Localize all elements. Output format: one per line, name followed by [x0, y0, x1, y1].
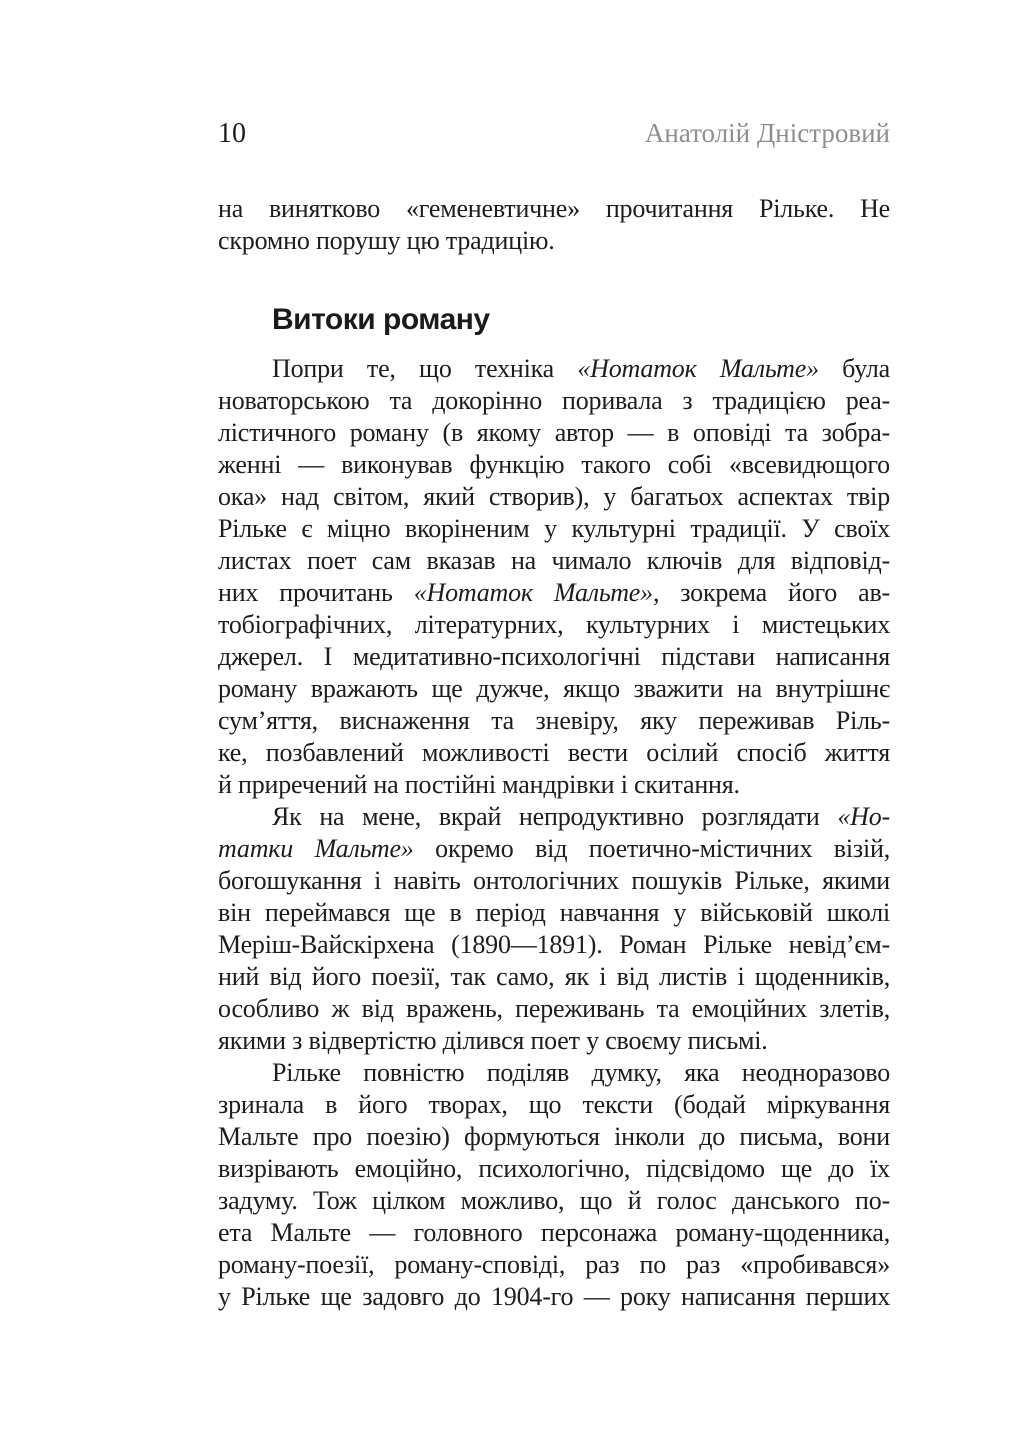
text-line — [218, 801, 890, 833]
text-segment: у Рільке ще задовго до 1904-го — року написання перших — [218, 1282, 890, 1311]
text-segment: він переймався ще в період навчання у військовій школі — [218, 898, 890, 927]
text-line — [218, 673, 890, 705]
text-segment: лістичного роману (в якому автор — в оповіді та зобра- — [218, 418, 890, 447]
text-segment: , зокрема його ав- — [652, 578, 890, 607]
text-line — [218, 929, 890, 961]
text-line — [218, 1025, 890, 1057]
text-segment: ний від його поезії, так само, як і від листів і щоденників, — [218, 962, 890, 991]
text-line — [218, 897, 890, 929]
text-segment: Попри те, що техніка — [272, 354, 578, 383]
text-line — [218, 225, 890, 257]
text-segment: особливо ж від вражень, переживань та емоційних злетів, — [218, 994, 890, 1023]
text-line — [218, 577, 890, 609]
text-line — [218, 833, 890, 865]
running-header-author: Анатолій Дністровий — [644, 118, 890, 148]
text-segment: зринала в його творах, що тексти (бодай міркування — [218, 1090, 890, 1119]
text-segment: Мальте про поезію) формуються інколи до письма, вони — [218, 1122, 890, 1151]
text-line — [218, 1281, 890, 1313]
text-segment: джерел. І медитативно-психологічні підстави написання — [218, 642, 890, 671]
text-line — [218, 353, 890, 385]
text-segment: Як на мене, вкрай непродуктивно розглядати — [272, 802, 838, 831]
italic-title-text: «Нотаток Мальте» — [413, 578, 653, 607]
text-line — [218, 705, 890, 737]
paragraph-origins-1 — [218, 353, 890, 801]
italic-title-text: «Нотаток Мальте» — [577, 354, 819, 383]
text-segment: женні — виконував функцію такого собі «всевидющого — [218, 450, 890, 479]
italic-title-text: татки Мальте» — [218, 834, 414, 863]
text-segment: тобіографічних, літературних, культурних і мистецьких — [218, 610, 890, 639]
text-segment: листах поет сам вказав на чимало ключів для відповід- — [218, 546, 890, 575]
text-line — [218, 545, 890, 577]
text-segment: визрівають емоційно, психологічно, підсвідомо ще до їх — [218, 1154, 890, 1183]
text-line — [218, 1217, 890, 1249]
text-segment: роману вражають ще дужче, якщо зважити на внутрішнє — [218, 674, 890, 703]
text-segment: роману-поезії, роману-сповіді, раз по раз «пробивався» — [218, 1250, 890, 1279]
text-segment: ока» над світом, який створив), у багатьох аспектах твір — [218, 482, 890, 511]
text-segment: Рільке повністю поділяв думку, яка неодноразово — [272, 1058, 890, 1087]
text-segment: ета Мальте — головного персонажа роману-щоденника, — [218, 1218, 890, 1247]
text-line — [218, 1249, 890, 1281]
text-segment: задуму. Тож цілком можливо, що й голос данського по- — [218, 1186, 890, 1215]
text-segment: Меріш-Вайскірхена (1890—1891). Роман Рільке невід’єм- — [218, 930, 890, 959]
text-line — [218, 641, 890, 673]
text-line — [218, 481, 890, 513]
text-line — [218, 737, 890, 769]
paragraph-origins-2 — [218, 801, 890, 1057]
text-segment: якими з відвертістю ділився поет у своєму письмі. — [218, 1026, 768, 1055]
text-column — [218, 193, 890, 1313]
text-line — [218, 193, 890, 225]
page-number: 10 — [218, 118, 246, 149]
text-line — [218, 417, 890, 449]
text-line — [218, 1153, 890, 1185]
intro-paragraph — [218, 193, 890, 257]
text-line — [218, 993, 890, 1025]
text-segment: скромно порушу цю традицію. — [218, 226, 555, 255]
text-line — [218, 449, 890, 481]
text-line — [218, 865, 890, 897]
text-segment: них прочитань — [218, 578, 414, 607]
text-line — [218, 513, 890, 545]
text-segment: сум’яття, виснаження та зневіру, яку переживав Ріль- — [218, 706, 890, 735]
text-line — [218, 961, 890, 993]
text-segment: на винятково «геменевтичне» прочитання Рільке. Не — [218, 194, 890, 223]
text-line — [218, 1185, 890, 1217]
text-line — [218, 1089, 890, 1121]
text-segment: ке, позбавлений можливості вести осілий спосіб життя — [218, 738, 890, 767]
paragraph-origins-3 — [218, 1057, 890, 1313]
page-header-row — [218, 118, 890, 150]
text-line — [218, 1057, 890, 1089]
text-line — [218, 769, 890, 801]
text-segment: й приречений на постійні мандрівки і скитання. — [218, 770, 740, 799]
section-heading: Витоки роману — [272, 303, 490, 336]
italic-title-text: «Но- — [837, 802, 890, 831]
text-line — [218, 385, 890, 417]
text-segment: окремо від поетично-містичних візій, — [413, 834, 890, 863]
text-segment: богошукання і навіть онтологічних пошуків Рільке, якими — [218, 866, 890, 895]
text-segment: новаторською та докорінно поривала з традицією реа- — [218, 386, 890, 415]
text-line — [218, 609, 890, 641]
text-segment: була — [818, 354, 890, 383]
text-line — [218, 1121, 890, 1153]
text-segment: Рільке є міцно вкоріненим у культурні традиції. У своїх — [218, 514, 890, 543]
